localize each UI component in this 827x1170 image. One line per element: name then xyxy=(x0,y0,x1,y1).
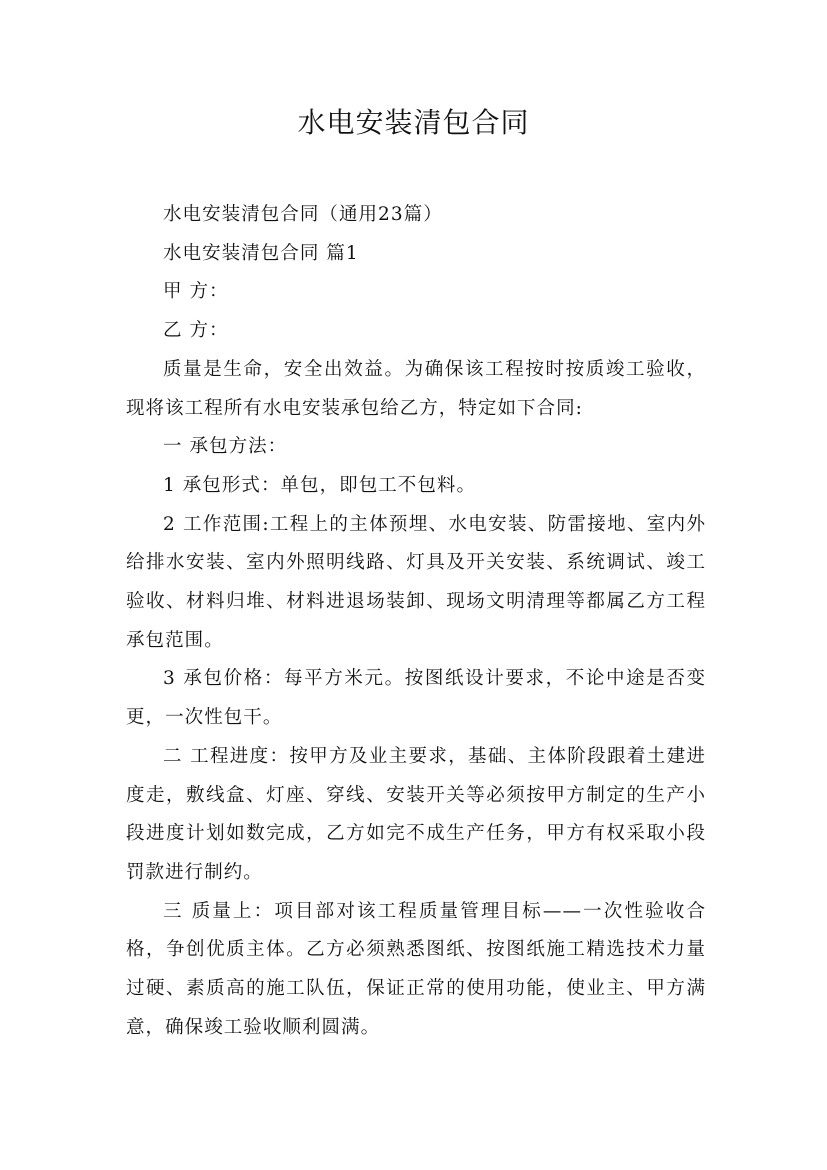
paragraph-intro: 质量是生命，安全出效益。为确保该工程按时按质竣工验收，现将该工程所有水电安装承包给乙方，特定如下合同: xyxy=(126,358,706,419)
paragraph-progress: 二 工程进度：按甲方及业主要求，基础、主体阶段跟着土建进度走，敷线盒、灯座、穿线、安装开关等必须按甲方制定的生产小段进度计划如数完成，乙方如完不成生产任务，甲方有权采取小段罚款进行制约。 xyxy=(126,745,706,883)
paragraph-quality: 三 质量上：项目部对该工程质量管理目标——一次性验收合格，争创优质主体。乙方必须熟悉图纸、按图纸施工精选技术力量过硬、素质高的施工队伍，保证正常的使用功能，使业主、甲方满意，确保竣工验收顺利圆满。 xyxy=(126,900,706,1038)
paragraph-party-a: 甲 方： xyxy=(163,281,229,303)
paragraph-contract-method: 一 承包方法： xyxy=(163,436,288,458)
paragraph-section-title: 水电安装清包合同 篇1 xyxy=(163,242,359,264)
document-title: 水电安装清包合同 xyxy=(297,106,530,139)
paragraph-price: 3 承包价格：每平方米元。按图纸设计要求，不论中途是否变更，一次性包干。 xyxy=(126,668,706,729)
paragraph-heading: 水电安装清包合同（通用23篇） xyxy=(163,204,443,225)
paragraph-party-b: 乙 方： xyxy=(163,320,229,342)
paragraph-contract-form: 1 承包形式：单包，即包工不包料。 xyxy=(163,474,477,496)
document-body xyxy=(126,196,706,1047)
paragraph-work-scope: 2 工作范围:工程上的主体预埋、水电安装、防雷接地、室内外给排水安装、室内外照明线路、灯具及开关安装、系统调试、竣工验收、材料归堆、材料进退场装卸、现场文明清理等都属乙方工程承包范围。 xyxy=(126,513,706,651)
